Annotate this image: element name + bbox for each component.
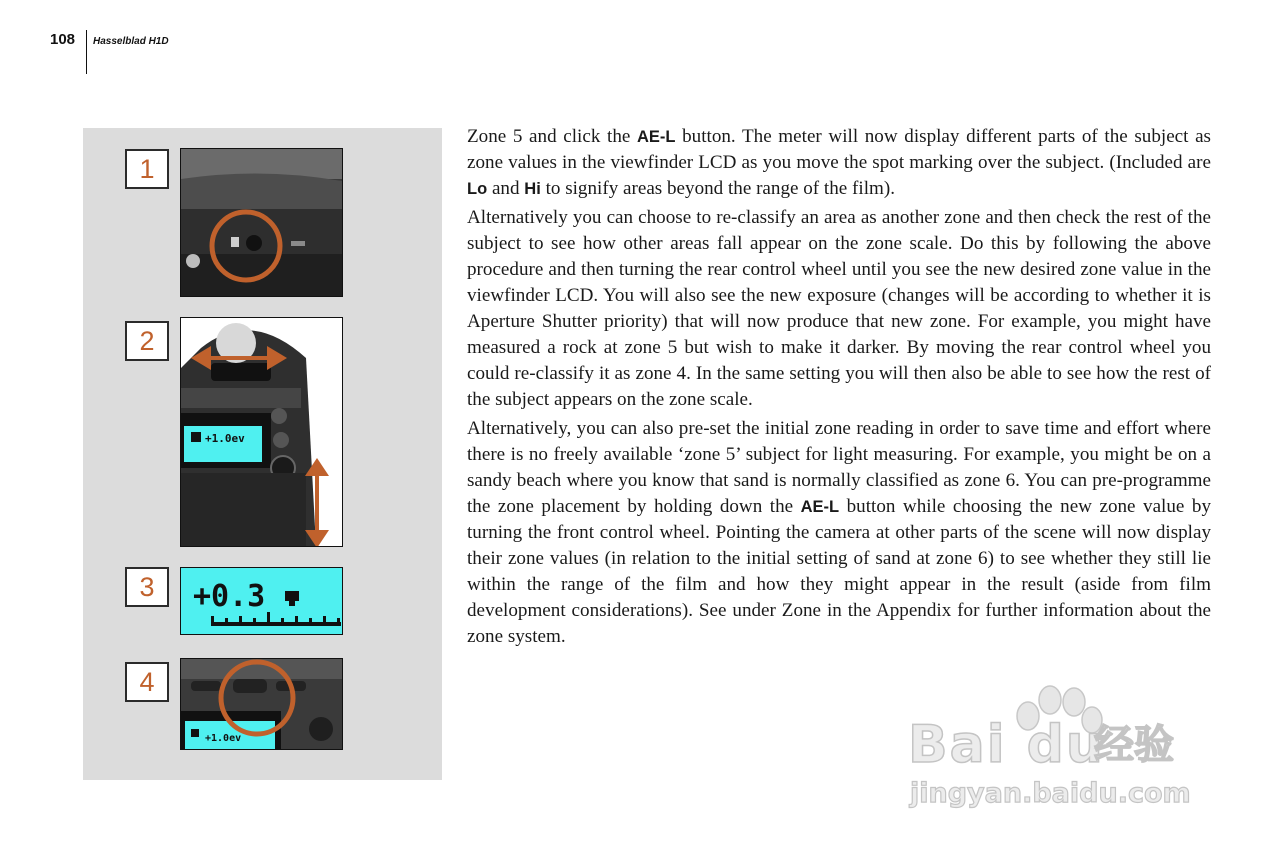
running-title: Hasselblad H1D — [93, 36, 169, 47]
camera-grip-control-wheels-photo — [180, 317, 343, 547]
step-4-label: 4 — [125, 662, 169, 702]
lo-keyword: Lo — [467, 180, 488, 198]
step-4-lcd-readout: +1.0ev — [205, 733, 242, 744]
watermark-brand: Bai du — [908, 715, 1105, 775]
step-3-label: 3 — [125, 567, 169, 607]
ae-l-keyword: AE-L — [800, 498, 840, 516]
viewfinder-lcd-zone-photo — [180, 567, 343, 635]
step-1-label: 1 — [125, 149, 169, 189]
paragraph-1: Zone 5 and click the AE-L button. The meter will now display different parts of the subject as zone values in the viewfinder LCD as you move the spot marking over the subject. (Included are Lo and Hi to signify areas beyond the range of the film). — [467, 126, 1211, 199]
ae-l-keyword: AE-L — [636, 128, 676, 146]
paragraph-3: Alternatively, you can also pre-set the initial zone reading in order to save time and effort where there is no freely available ‘zone 5’ subject for light measuring. For example, you might be on a sandy beach where you know that sand is normally classified as zone 6. You can pre-programme the zone placement by holding down the AE-L button while choosing the new zone value by turning the front control wheel. Pointing the camera at other parts of the scene will now display their zone values (in relation to the initial setting of sand at zone 6) to see whether they still lie within the range of the film and how they might appear in the result (aside from film development considerations). See under Zone in the Appendix for further information about the zone system. — [467, 418, 1211, 647]
watermark-brand-cn: 经验 — [1094, 722, 1174, 768]
body-text — [467, 124, 1211, 653]
lcd-zone-readout: +0.3 — [193, 579, 266, 614]
hi-keyword: Hi — [524, 180, 541, 198]
header-divider — [86, 30, 87, 74]
step-2-lcd-readout: +1.0ev — [205, 432, 245, 445]
page-number: 108 — [50, 31, 76, 48]
camera-top-spot-button-photo — [180, 148, 343, 297]
camera-grip-ae-l-button-photo — [180, 658, 343, 750]
watermark-url: jingyan.baidu.com — [910, 778, 1191, 809]
baidu-watermark — [900, 670, 1210, 820]
figure-panel — [83, 128, 442, 780]
paragraph-2: Alternatively you can choose to re-classify an area as another zone and then check the rest of the subject to see how other areas fall appear on the zone scale. Do this by following the above procedure and then turning the rear control wheel until you see the new desired zone value in the viewfinder LCD. You will also see the new exposure (changes will be according to whether it is Aperture Shutter priority) that will now produce that new zone. For example, you might have measured a rock at zone 5 but wish to make it darker. By moving the rear control wheel you could re-classify it as zone 4. In the same setting you will then also be able to see how the rest of the subject appears on the zone scale. — [467, 207, 1211, 410]
step-2-label: 2 — [125, 321, 169, 361]
